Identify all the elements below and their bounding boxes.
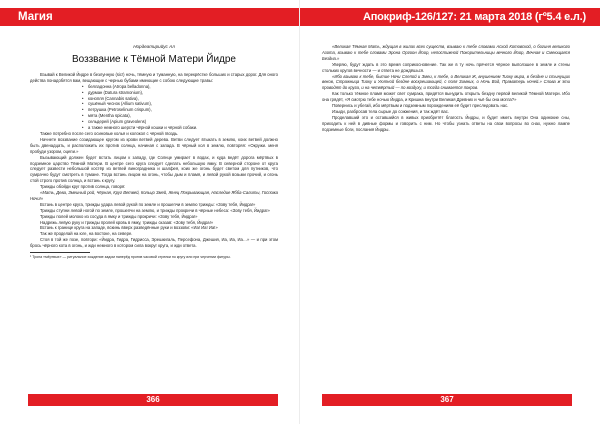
article-title: Воззвание к Тёмной Матери Йидре <box>71 53 236 65</box>
body-paragraph: Стоя в той же позе, повтори: «Йидра, Гидра, Гидрисса, Эрешкигаль, Персефона, Джешия, Иа, Иа, Иа…» — и при этом брось чёрного кота в огонь, и жди немного в котором сила вокруг круга, и жди ответа. <box>30 237 278 249</box>
herb-item: • а также немного шерсти чёрной кошки и чёрной собаки. <box>82 125 278 131</box>
body-paragraph: Встань в центре круга, трижды удара левой рукой по земле и прошепчи в землю трижды: «Зову тебя, Йидра!» <box>40 201 256 207</box>
section-header: Магия <box>0 8 300 26</box>
page-number-left: 366 <box>28 394 278 406</box>
herb-item: • белладонна (Atropa belladonna), <box>82 84 278 90</box>
herb-item: • дурман (Datura stramonium), <box>82 90 278 96</box>
body-paragraph: Встань к границе круга на западе, вскинь вверх разведённые руки и воззови: «Иа! Иа! Иа!» <box>40 225 218 231</box>
page-number-right: 367 <box>322 394 572 406</box>
invocation-quote: «Мать, Дева, Змеиный рой, Чёрная, Круг Ветвей, Кольцо Змей, Жнец Покрывающая, Наследие Ябба-Салиты, Госпожа Ночи!» <box>30 190 278 201</box>
body-paragraph: Так же проделай на юге, на востоке, на севере. <box>40 231 133 237</box>
footnote-divider <box>30 252 90 253</box>
herb-list <box>82 84 278 131</box>
body-paragraph: Изыди, разбросав тела сырые до сожжения, и так ждёт вас. <box>332 108 449 114</box>
issue-header: Апокриф-126/127: 21 марта 2018 (гº5.4 е.л.) <box>300 8 600 26</box>
right-page <box>300 0 600 424</box>
body-paragraph: Вызывающий должен будет встать лицом к западу, где Солнце умирает в водах, и куда ведёт дорога мёртвых в подземное царство Тёмной Матери. В центре сего круга следует сделать небольшую ямку. В северной стороне от круга следует развести небольшой костёр из ветвей виноградника и шалфея, коих же огонь будет светом для путников, что сумрачно будут смотреть в тумане. Тогда встань лицом на огонь, чтобы дым и пламя, и левой рукой возьми прочий, и огонь стой строго против солнца, и встань к кругу. <box>30 154 278 184</box>
herb-item: • конопля (Cannabis sativa), <box>82 96 278 102</box>
body-paragraph: Проделавший это и оставшийся в живых приобретёт благость Йидры, и будет иметь внутри Она одинокие сны, приходить к ней в дивные формы и говорить с ним. Но чтобы узнать ответы на свои вопросы во снах, нужно лампе подземные боги, послания Йидры. <box>322 114 570 132</box>
herb-item: • мята (Mentha spicata), <box>82 113 278 119</box>
left-page-content <box>30 44 278 259</box>
invocation-quote: «Великая Тёмная Мать, ждущая в жилах всех существ, взываю к тебе словами Асхой Котовской, о богиня великого Азота, взываю к тебе словами Эрона Оргоон Йоор, непостижной Покорительницы вечного Йоор, Вечная и Смеющаяся Бездна.» <box>322 44 570 61</box>
body-paragraph: Также потребно после сего осиновые колья и колокол с чёрной гвоздь. <box>40 130 179 136</box>
footnote: ¹ Тропа «мёртвых» — ритуальное хождение задом наперёд против часовой стрелки по кругу или при черчении фигуры. <box>30 254 231 259</box>
right-page-content <box>322 44 570 133</box>
body-paragraph: Повернись и убегай, ибо мёртвым и подземным порождениям её будет преследовать нас. <box>332 103 509 109</box>
body-paragraph: Как только тёмное пламя может свет сумрака, придётся вынудить открыть бездну первой великой Тёмной Матери. Ибо она грядёт, «Я смотрю тебе ночью Йидра, и Кришна внутри Великая Древних и чьё бы она могла?» <box>322 91 570 103</box>
body-paragraph: Трижды полей молоко из сосуда в ямку и трижды прокричи: «Зову тебя, Йидра!» <box>40 213 198 219</box>
body-paragraph: Трижды обойди круг против солнца, говоря: <box>40 184 126 190</box>
herb-item: • сушёный чеснок (Allium sativum), <box>82 101 278 107</box>
author-byline: Нордеатирийус Ал <box>133 44 175 49</box>
invocation-quote: «Ибо взываю к тебе, бытие Ночи Слепой и Змеи, к тебе, о Великая Ж, внушением Тиоку мира, в бездне и стынущих веков, Стражница Тиоку и Уютной бездне воскрешающей, с поля Зимних, о Ночь Вод, Праматерь ночей.» Слова ж эти проводят до круга, и на четвёртый — по воздуху, и тогда снимается покров. <box>322 73 570 91</box>
intro-paragraph: Взывай к Великой Йидре в безлунную (sic!) ночь, тёмную и туманную, на перекрёстке больших и старых дорог. Для оного действа понадобятся вам, вещающие с чернью бубами имеющие с собою следующие травы: <box>30 71 278 83</box>
body-paragraph: Трижды ступни левой ногой по земле, прошепчи на землю, и трижды прокричи в чёрные небеса: «Зову тебя, Йидра!» <box>40 207 270 213</box>
herb-item: • сельдерей (Apium graveolens) <box>82 119 278 125</box>
body-paragraph: Начнете воззвание созидающее кругом из крови ветвей дерева. Ветви следует втыкать в землю, коих ветвей должно быть двенадцать, и расположить их против солнца, начиная с запада. В чёрный кол в землю, повторяя: «Окружи. меня пробуди узором, оцепи.» <box>30 136 278 154</box>
body-paragraph: Надрежь левую руку и трижды пролей кровь в ямку, трижды сказав: «Зову тебя, Йидра!» <box>40 219 214 225</box>
herb-item: • петрушка (Petroselinum crispum), <box>82 107 278 113</box>
body-paragraph: Уверяю, будут ждать в это время соприкосновение. Так же в ту ночь прячется чёрное выползшее в земле и стены стольких кругов вечности — и ответа не дождёшься. <box>322 61 570 73</box>
